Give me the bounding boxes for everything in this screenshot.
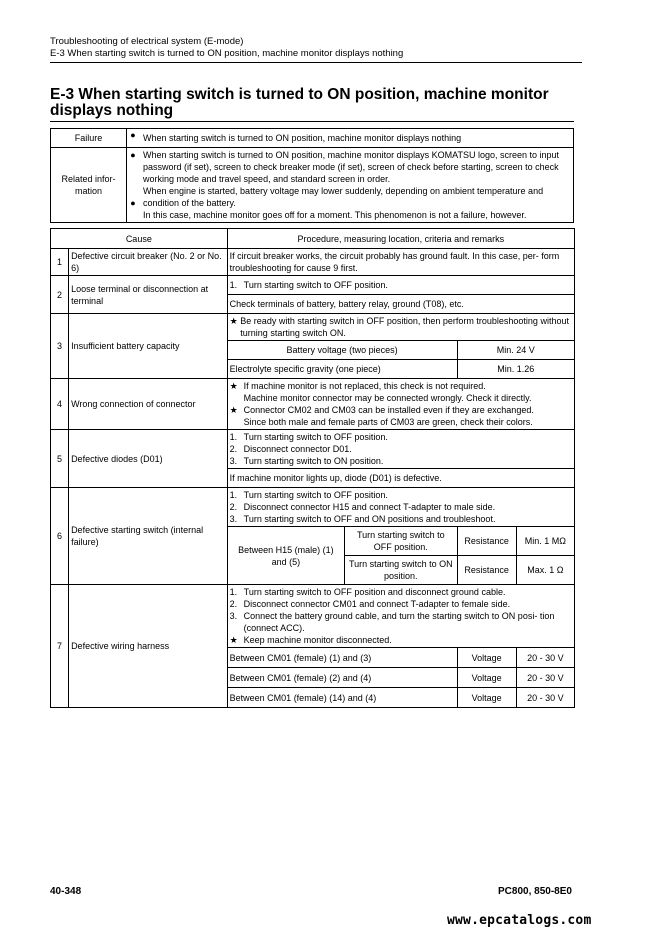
failure-info-table [50,128,574,223]
bullet-column [127,148,140,223]
procedure-text: If circuit breaker works, the circuit probably has ground fault. In this case, per- form troubleshooting for cause 9 first. [227,249,574,276]
failure-label: Failure [51,129,127,148]
cause-text: Defective circuit breaker (No. 2 or No. 6) [69,249,228,276]
cause-text: Insufficient battery capacity [69,314,228,379]
measure-value: Min. 1.26 [457,360,575,379]
measure-item: Voltage [457,688,516,708]
table-row [51,585,575,648]
star-icon: ★ [229,635,238,645]
cause-text: Loose terminal or disconnection at terminal [69,276,228,314]
step-text: Disconnect connector CM01 and connect T-adapter to female side. [243,599,511,609]
step-number: 3. [229,611,238,621]
step-number: 1. [229,587,238,597]
measure-item: Voltage [457,648,516,668]
header-procedure: Procedure, measuring location, criteria and remarks [227,229,574,249]
measure-label: Between CM01 (female) (1) and (3) [227,648,457,668]
procedure-step [227,276,574,295]
cause-number: 2 [51,276,69,314]
step-number: 3. [229,456,238,466]
measure-label: Battery voltage (two pieces) [227,341,457,360]
step-text: Connect the battery ground cable, and turn the starting switch to ON posi- tion (connect ACC). [243,611,555,633]
condition-text: Turn starting switch to ON position. [345,556,457,585]
result-text: If machine monitor lights up, diode (D01) is defective. [227,469,574,488]
note-text: Be ready with starting switch in OFF position, then perform troubleshooting without turning starting switch ON. [240,316,569,338]
step-text: Turn starting switch to OFF position. [243,280,388,290]
related-item-3: In this case, machine monitor goes off for a moment. This phenomenon is not a failure, however. [143,210,527,220]
cause-number: 5 [51,430,69,488]
step-text: Disconnect connector D01. [243,444,352,454]
step-number: 2. [229,599,238,609]
title-rule [50,121,574,122]
measure-value: Min. 1 MΩ [516,527,574,556]
measure-value: Max. 1 Ω [516,556,574,585]
step-number: 3. [229,514,238,524]
note-text: Connector CM02 and CM03 can be installed even if they are exchanged. [243,405,534,415]
table-row [51,276,575,295]
related-info-label: Related infor- mation [51,148,127,223]
cause-number: 4 [51,379,69,430]
bullet-icon: ● [130,150,136,160]
header-subsection: E-3 When starting switch is turned to ON position, machine monitor displays nothing [50,48,404,59]
measure-item: Resistance [457,556,516,585]
procedure-steps [227,488,574,527]
cause-number: 7 [51,585,69,708]
step-number: 2. [229,502,238,512]
step-text: Turn starting switch to OFF position and disconnect ground cable. [243,587,506,597]
step-number: 1. [229,280,238,290]
measure-value: 20 - 30 V [516,688,574,708]
failure-text: When starting switch is turned to ON position, machine monitor displays nothing [139,129,574,148]
note-text: Since both male and female parts of CM03 are green, check their colors. [243,417,533,427]
step-number: 2. [229,444,238,454]
measure-label: Electrolyte specific gravity (one piece) [227,360,457,379]
header-section: Troubleshooting of electrical system (E-mode) [50,36,244,47]
table-row [51,430,575,469]
note-text: Keep machine monitor disconnected. [243,635,392,645]
measure-value: 20 - 30 V [516,668,574,688]
procedure-steps [227,585,574,648]
running-header [50,36,403,60]
cause-text: Wrong connection of connector [69,379,228,430]
procedure-note [227,314,574,341]
measure-item: Resistance [457,527,516,556]
step-text: Disconnect connector H15 and connect T-adapter to male side. [243,502,496,512]
procedure-steps [227,430,574,469]
measure-value: Min. 24 V [457,341,575,360]
table-row [51,379,575,430]
related-item-2: When engine is started, battery voltage may lower suddenly, depending on ambient temperature and condition of the battery. [143,186,544,208]
step-text: Turn starting switch to OFF position. [243,490,388,500]
cause-number: 3 [51,314,69,379]
cause-text: Defective starting switch (internal failure) [69,488,228,585]
step-text: Turn starting switch to ON position. [243,456,384,466]
page-number: 40-348 [50,886,82,897]
page-title: E-3 When starting switch is turned to ON position, machine monitor displays nothing [50,86,549,119]
step-text: Turn starting switch to OFF position. [243,432,388,442]
step-text: Turn starting switch to OFF and ON positions and troubleshoot. [243,514,496,524]
cause-number: 6 [51,488,69,585]
procedure-notes [227,379,574,430]
measure-label: Between CM01 (female) (2) and (4) [227,668,457,688]
measure-label: Between CM01 (female) (14) and (4) [227,688,457,708]
model-name: PC800, 850-8E0 [498,886,572,897]
star-icon: ★ [229,381,238,391]
step-number: 1. [229,432,238,442]
table-row [51,249,575,276]
related-item-1: When starting switch is turned to ON position, machine monitor displays KOMATSU logo, screen to input password (if set), screen to check breaker mode (if set), screen of check before starting, screen to check working mode and travel speed, and standard screen in order. [143,150,560,184]
check-text: Check terminals of battery, battery relay, ground (T08), etc. [227,295,574,314]
cause-table [50,228,575,708]
cause-text: Defective diodes (D01) [69,430,228,488]
cause-text: Defective wiring harness [69,585,228,708]
star-icon: ★ [229,316,238,326]
measure-location: Between H15 (male) (1) and (5) [227,527,344,585]
table-row [51,488,575,527]
condition-text: Turn starting switch to OFF position. [345,527,457,556]
table-row [51,314,575,341]
star-icon: ★ [229,405,238,415]
measure-item: Voltage [457,668,516,688]
note-text: If machine monitor is not replaced, this check is not required. [243,381,486,391]
watermark: www.epcatalogs.com [447,913,592,928]
bullet-icon: ● [130,198,136,208]
note-text: Machine monitor connector may be connected wrongly. Check it directly. [243,393,532,403]
step-number: 1. [229,490,238,500]
bullet-icon: ● [127,129,140,148]
header-rule [50,62,582,63]
cause-number: 1 [51,249,69,276]
measure-value: 20 - 30 V [516,648,574,668]
header-cause: Cause [51,229,228,249]
related-info-text [139,148,574,223]
